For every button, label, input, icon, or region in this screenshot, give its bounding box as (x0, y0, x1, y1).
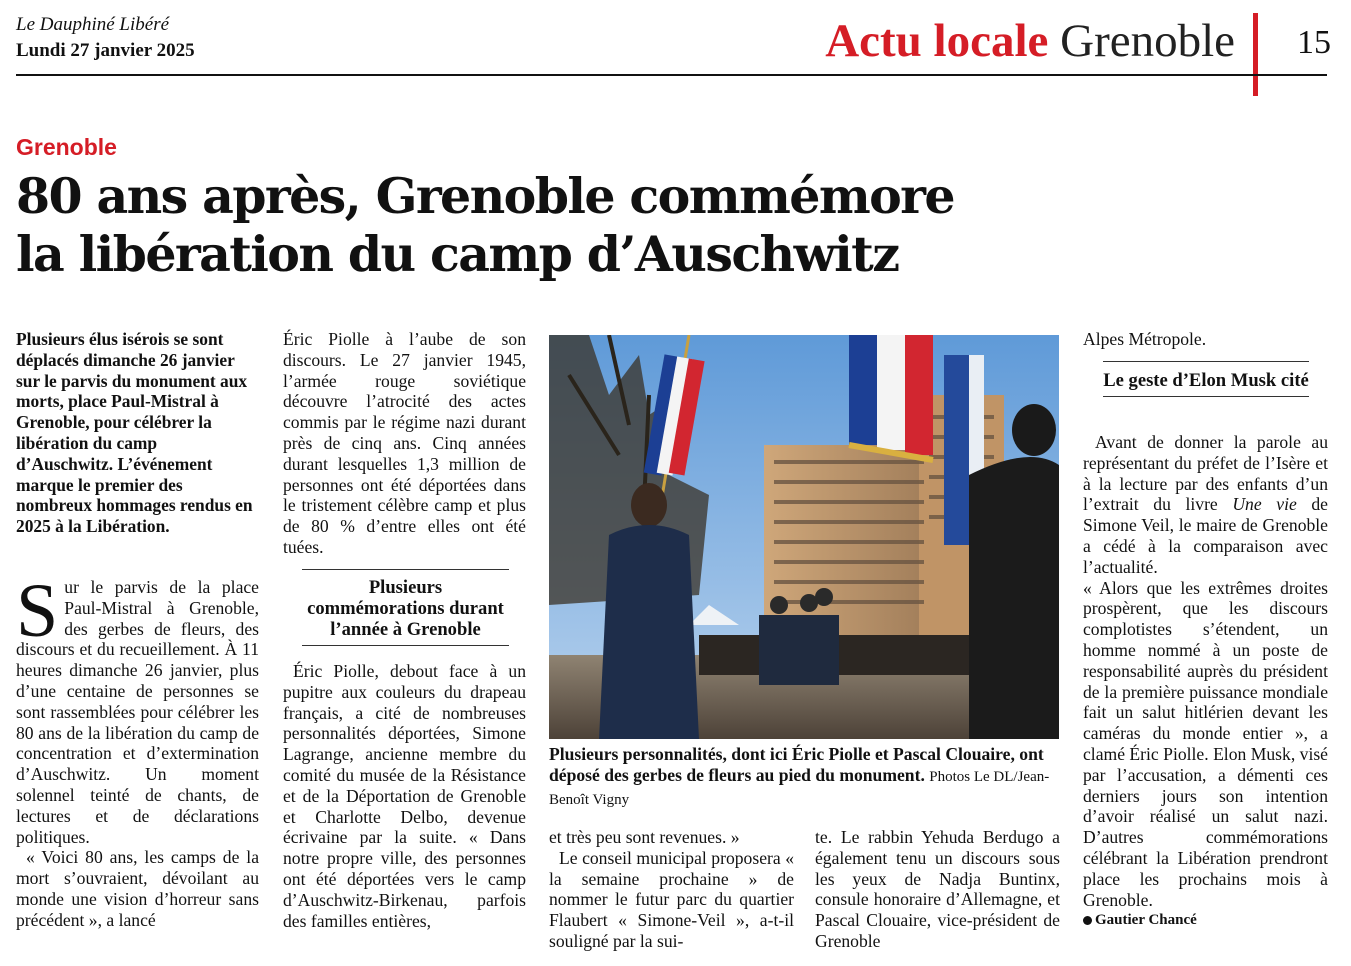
drop-cap: S (16, 569, 59, 653)
article-column-2-top: Éric Piolle à l’aube de son discours. Le 27 janvier 1945, l’armée rouge soviétique découvre l’atrocité des actes commis par le régime nazi durant près de cinq ans. Cinq années durant lesquelles 1,3 million de personnes ont été déportées dans le tristement célèbre camp et plus de 80 % d’entre elles ont été tuées. (283, 329, 526, 557)
section-city: Grenoble (1060, 15, 1235, 67)
subheading-commemorations: Plusieurs commémorations durant l’année à Grenoble (302, 569, 509, 646)
issue-date: Lundi 27 janvier 2025 (16, 40, 195, 61)
article-column-5-top: Alpes Métropole. (1083, 329, 1207, 349)
article-kicker: Grenoble (16, 134, 117, 160)
article-column-5-bottom (1083, 432, 1328, 931)
bullet-icon (1083, 916, 1092, 925)
newspaper-name: Le Dauphiné Libéré (16, 14, 170, 35)
paragraph: et très peu sont revenues. » (549, 827, 740, 847)
article-photo (549, 335, 1059, 739)
section-label: Actu locale (825, 15, 1049, 67)
header-rule (16, 74, 1327, 76)
headline-line-2: la libération du camp d’Auschwitz (16, 225, 899, 283)
article-column-4: te. Le rabbin Yehuda Berdugo a également tenu un discours sous les yeux de Nadja Buntinx, consule honoraire d’Allemagne, et Pascal Clouaire, vice-président de Grenoble (815, 827, 1060, 951)
book-title: Une vie (1232, 494, 1297, 515)
paragraph: Éric Piolle, debout face à un pupitre aux couleurs du drapeau français, a cité de nombreuses personnalités déportées, Simone Lagrange, ancienne membre du comité du musée de la Résistance et de la Déportation de Grenoble et Charlotte Delbo, devenue écrivaine par la suite. « Dans notre propre ville, des personnes ont été déportées vers le camp d’Auschwitz-Birkenau, parfois des familles entières, (283, 661, 526, 931)
page-number: 15 (1297, 24, 1331, 61)
paragraph: Le conseil municipal proposera « la semaine prochaine » de nommer le futur parc du quartier Flaubert « Simone-Veil », a-t-il souligné par la sui- (549, 847, 794, 951)
author-signature (1083, 910, 1328, 931)
article-headline (16, 167, 954, 283)
caption-text: Plusieurs personnalités, dont ici Éric Piolle et Pascal Clouaire, ont déposé des gerbes de fleurs au pied du monument. (549, 744, 1044, 785)
article-column-3 (549, 827, 794, 952)
red-divider-bar (1253, 13, 1258, 96)
subheading-elon-musk: Le geste d’Elon Musk cité (1103, 361, 1309, 397)
article-column-1 (16, 569, 259, 931)
photo-caption (549, 744, 1059, 810)
paragraph: Avant de donner la parole au représentant du préfet de l’Isère et à la lecture par des enfants d’un l’extrait du livre Une vie de Simone Veil, le maire de Grenoble a cédé à la comparaison avec l’actualité. (1083, 432, 1328, 577)
paragraph: Sur le parvis de la place Paul-Mistral à Grenoble, des gerbes de fleurs, des discours et du recueillement. À 11 heures dimanche 26 janvier, plus d’une centaine de personnes se sont rassemblées pour célébrer les 80 ans de la libération du camp de concentration et d’extermination d’Auschwitz. Un moment solennel teinté de chants, de lectures et de déclarations politiques. (16, 569, 259, 847)
section-title (825, 14, 1235, 68)
ceremony-photo-illustration (549, 335, 1059, 739)
article-lead: Plusieurs élus isérois se sont déplacés dimanche 26 janvier sur le parvis du monument aux morts, place Paul-Mistral à Grenoble, pour célébrer la libération du camp d’Auschwitz. L’événement marque le premier des nombreux hommages rendus en 2025 à la Libération. (16, 329, 253, 537)
paragraph: « Alors que les extrêmes droites prospèrent, que les discours complotistes s’étendent, un homme nommé à un poste de responsabilité auprès du président de la première puissance mondiale fait un salut hitlérien devant les caméras du monde entier », a clamé Éric Piolle. Elon Musk, visé par l’accusation, a démenti ces derniers jours son intention d’avoir réalisé un salut nazi. D’autres commémorations célébrant la Libération prendront place les prochains mois à Grenoble. (1083, 577, 1328, 910)
author-name: Gautier Chancé (1095, 912, 1197, 929)
article-column-2-bottom (283, 661, 526, 931)
headline-line-1: 80 ans après, Grenoble commémore (16, 167, 954, 225)
photo-credit: Photos Le DL/Jean-Benoît Vigny (549, 768, 1050, 808)
paragraph: « Voici 80 ans, les camps de la mort s’ouvraient, dévoilant au monde une vision d’horreur sans précédent », a lancé (16, 847, 259, 930)
